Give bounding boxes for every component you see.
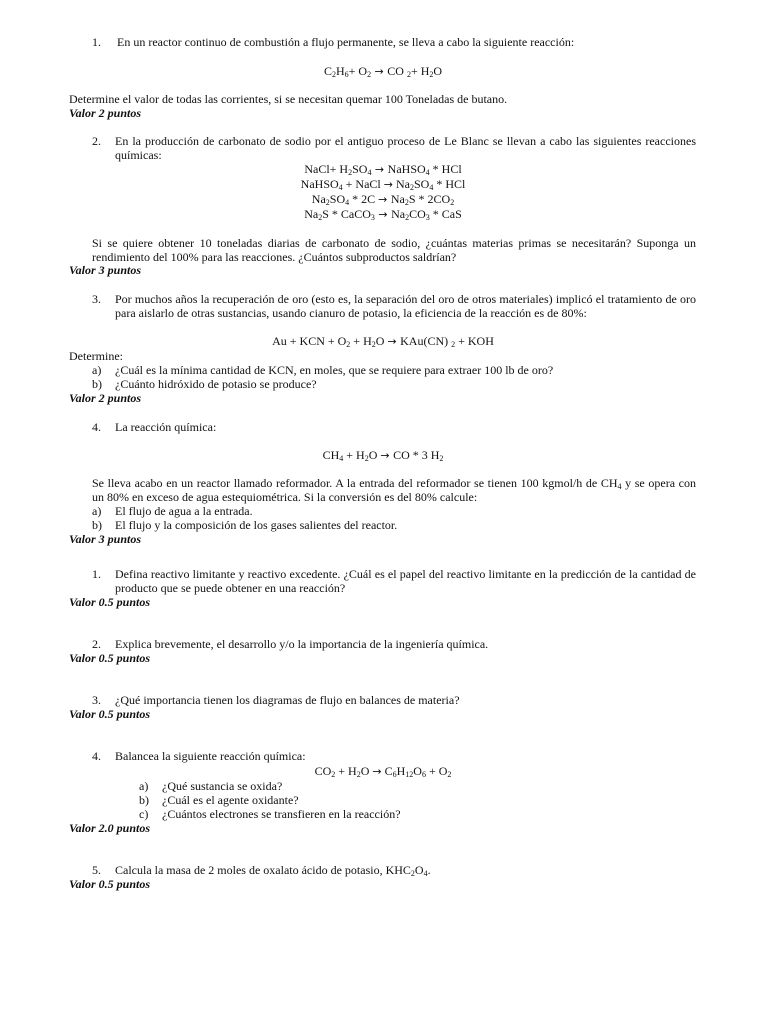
sub-item-text: ¿Cuál es el agente oxidante? <box>162 793 299 807</box>
chemical-equation-4: $Na_2S$ * CaCO$_3$ → $Na_2CO_3$ * CaS <box>304 207 462 222</box>
chemical-equation-3: $Na_2SO_4 * 2C \to Na_2S * 2CO_2$ <box>311 192 455 207</box>
sub-item-text: El flujo y la composición de los gases salientes del reactor. <box>115 518 398 532</box>
problem-number: 3. <box>92 292 101 306</box>
problem-text: En un reactor continuo de combustión a flujo permanente, se lleva a cabo la siguiente reacción: <box>117 35 575 49</box>
chemical-equation: $C_2H_6+ O_2$ → CO $_2+ H_2O$ <box>323 64 443 79</box>
point-value: Valor 2 puntos <box>69 106 142 120</box>
problem-instruction: Se lleva acabo en un reactor llamado reformador. A la entrada del reformador se tienen 100 kgmol/h de $CH_4$ y se opera con un 80% en exceso de agua estequiométrica. Si la conversión es del 80% calcule: <box>92 476 696 504</box>
problem-text: En la producción de carbonato de sodio por el antiguo proceso de Le Blanc se llevan a cabo las siguientes reacciones químicas: <box>115 134 696 162</box>
sub-item-text: ¿Cuánto hidróxido de potasio se produce? <box>115 377 317 391</box>
problem-number: 2. <box>92 134 101 148</box>
determine-label: Determine: <box>69 349 123 363</box>
problem-number: 1. <box>92 35 101 49</box>
chemical-equation-2: NaHSO$_4$ + NaCl → $Na_2SO_4$ * HCl <box>300 177 466 192</box>
question-number: 1. <box>92 567 101 581</box>
sub-item-label: a) <box>92 504 102 518</box>
sub-item-text: ¿Cuál es la mínima cantidad de KCN, en moles, que se requiere para extraer 100 lb de oro? <box>115 363 554 377</box>
sub-item-text: ¿Cuántos electrones se transfieren en la reacción? <box>162 807 401 821</box>
sub-item-text: El flujo de agua a la entrada. <box>115 504 253 518</box>
problem-instruction: Determine el valor de todas las corrientes, si se necesitan quemar 100 Toneladas de butano. <box>69 92 508 106</box>
question-text: Defina reactivo limitante y reactivo excedente. ¿Cuál es el papel del reactivo limitante en la predicción de la cantidad de producto que se puede obtener en una reacción? <box>115 567 696 595</box>
chemical-equation: $CO_2 + H_2O \to C_6H_{12}O_6 + O_2$ <box>314 764 452 779</box>
chemical-equation-1: NaCl+ $H_2SO_4$ → NaHSO$_4$ * HCl <box>304 162 462 177</box>
problem-number: 4. <box>92 420 101 434</box>
question-text: Balancea la siguiente reacción química: <box>115 749 306 763</box>
point-value: Valor 2 puntos <box>69 391 142 405</box>
sub-item-label: b) <box>92 377 102 391</box>
sub-item-label: a) <box>92 363 102 377</box>
point-value: Valor 2.0 puntos <box>69 821 151 835</box>
question-number: 5. <box>92 863 101 877</box>
point-value: Valor 0.5 puntos <box>69 651 151 665</box>
sub-item-label: c) <box>139 807 149 821</box>
question-number: 2. <box>92 637 101 651</box>
sub-item-label: a) <box>139 779 149 793</box>
problem-text: La reacción química: <box>115 420 217 434</box>
problem-text: Por muchos años la recuperación de oro (esto es, la separación del oro de otros materiales) implicó el tratamiento de oro para aislarlo de otras sustancias, usando cianuro de potasio, la eficiencia de la reacción es de 80%: <box>115 292 696 320</box>
problem-instruction: Si se quiere obtener 10 toneladas diarias de carbonato de sodio, ¿cuántas materias primas se necesitarán? Suponga un rendimiento del 100% para las reacciones. ¿Cuántos subproductos saldrían? <box>92 236 696 264</box>
chemical-equation: $CH_4 + H_2O$ → CO * 3 $H_2$ <box>322 448 444 463</box>
point-value: Valor 0.5 puntos <box>69 877 151 891</box>
question-number: 4. <box>92 749 101 763</box>
sub-item-label: b) <box>139 793 149 807</box>
sub-item-label: b) <box>92 518 102 532</box>
question-number: 3. <box>92 693 101 707</box>
question-text: Explica brevemente, el desarrollo y/o la importancia de la ingeniería química. <box>115 637 489 651</box>
sub-item-text: ¿Qué sustancia se oxida? <box>162 779 283 793</box>
question-text: ¿Qué importancia tienen los diagramas de flujo en balances de materia? <box>115 693 460 707</box>
chemical-equation: Au + KCN + $O_2 + H_2O \to KAu(CN) _2$ + KOH <box>272 334 494 349</box>
point-value: Valor 3 puntos <box>69 532 142 546</box>
point-value: Valor 0.5 puntos <box>69 595 151 609</box>
question-text: Calcula la masa de 2 moles de oxalato ácido de potasio, $KHC_2O_4$. <box>115 863 431 878</box>
point-value: Valor 3 puntos <box>69 263 142 277</box>
point-value: Valor 0.5 puntos <box>69 707 151 721</box>
